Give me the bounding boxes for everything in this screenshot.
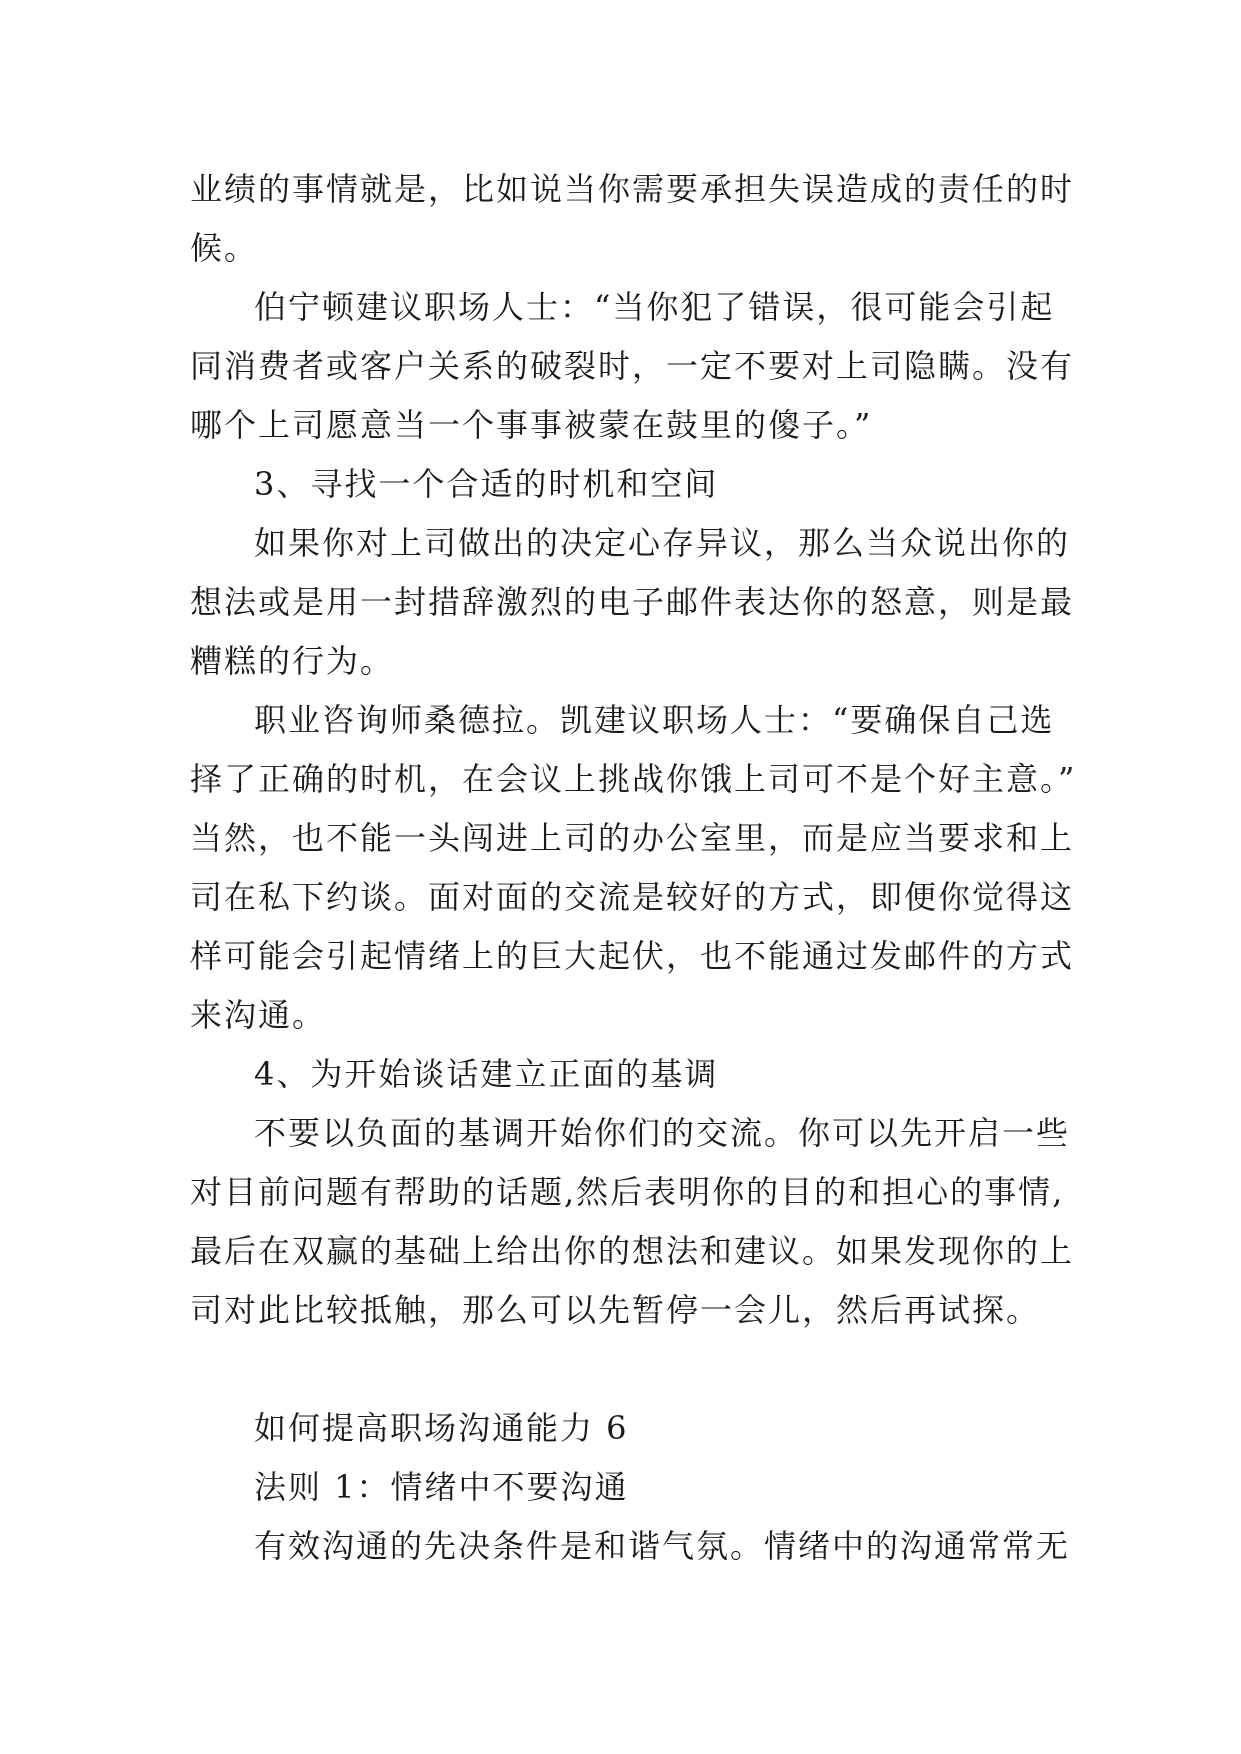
text-line: 对目前问题有帮助的话题,然后表明你的目的和担心的事情,: [190, 1173, 1065, 1211]
text-line: 择了正确的时机，在会议上挑战你饿上司可不是个好主意。”: [190, 760, 1077, 798]
text-line: 最后在双赢的基础上给出你的想法和建议。如果发现你的上: [190, 1232, 1075, 1270]
text-line: 当然，也不能一头闯进上司的办公室里，而是应当要求和上: [190, 819, 1075, 857]
text-line: 想法或是用一封措辞激烈的电子邮件表达你的怒意，则是最: [190, 583, 1075, 621]
document-body: [190, 160, 1077, 1576]
text-line: 司在私下约谈。面对面的交流是较好的方式，即便你觉得这: [190, 878, 1075, 916]
text-line: 职业咨询师桑德拉。凯建议职场人士：“要确保自己选: [254, 701, 1055, 739]
text-line: 如果你对上司做出的决定心存异议，那么当众说出你的: [254, 524, 1071, 562]
text-line: 司对此比较抵触，那么可以先暂停一会儿，然后再试探。: [190, 1291, 1041, 1329]
text-line: 候。: [190, 229, 259, 267]
text-line: 伯宁顿建议职场人士：“当你犯了错误，很可能会引起: [254, 288, 1055, 326]
text-line: 哪个上司愿意当一个事事被蒙在鼓里的傻子。”: [190, 406, 873, 444]
text-line: 业绩的事情就是，比如说当你需要承担失误造成的责任的时: [190, 170, 1075, 208]
text-line: 来沟通。: [190, 996, 327, 1034]
text-line: 不要以负面的基调开始你们的交流。你可以先开启一些: [254, 1114, 1071, 1152]
document-title: 如何提高职场沟通能力 6: [254, 1409, 629, 1447]
text-line: 有效沟通的先决条件是和谐气氛。情绪中的沟通常常无: [254, 1527, 1071, 1565]
section-heading: 4、为开始谈话建立正面的基调: [254, 1055, 719, 1093]
paragraph-gap: [190, 1340, 1060, 1399]
section-heading: 3、寻找一个合适的时机和空间: [254, 465, 719, 503]
text-line: 样可能会引起情绪上的巨大起伏，也不能通过发邮件的方式: [190, 937, 1075, 975]
text-line: 同消费者或客户关系的破裂时，一定不要对上司隐瞒。没有: [190, 347, 1075, 385]
text-line: 糟糕的行为。: [190, 642, 395, 680]
section-heading: 法则 1：情绪中不要沟通: [254, 1468, 629, 1506]
